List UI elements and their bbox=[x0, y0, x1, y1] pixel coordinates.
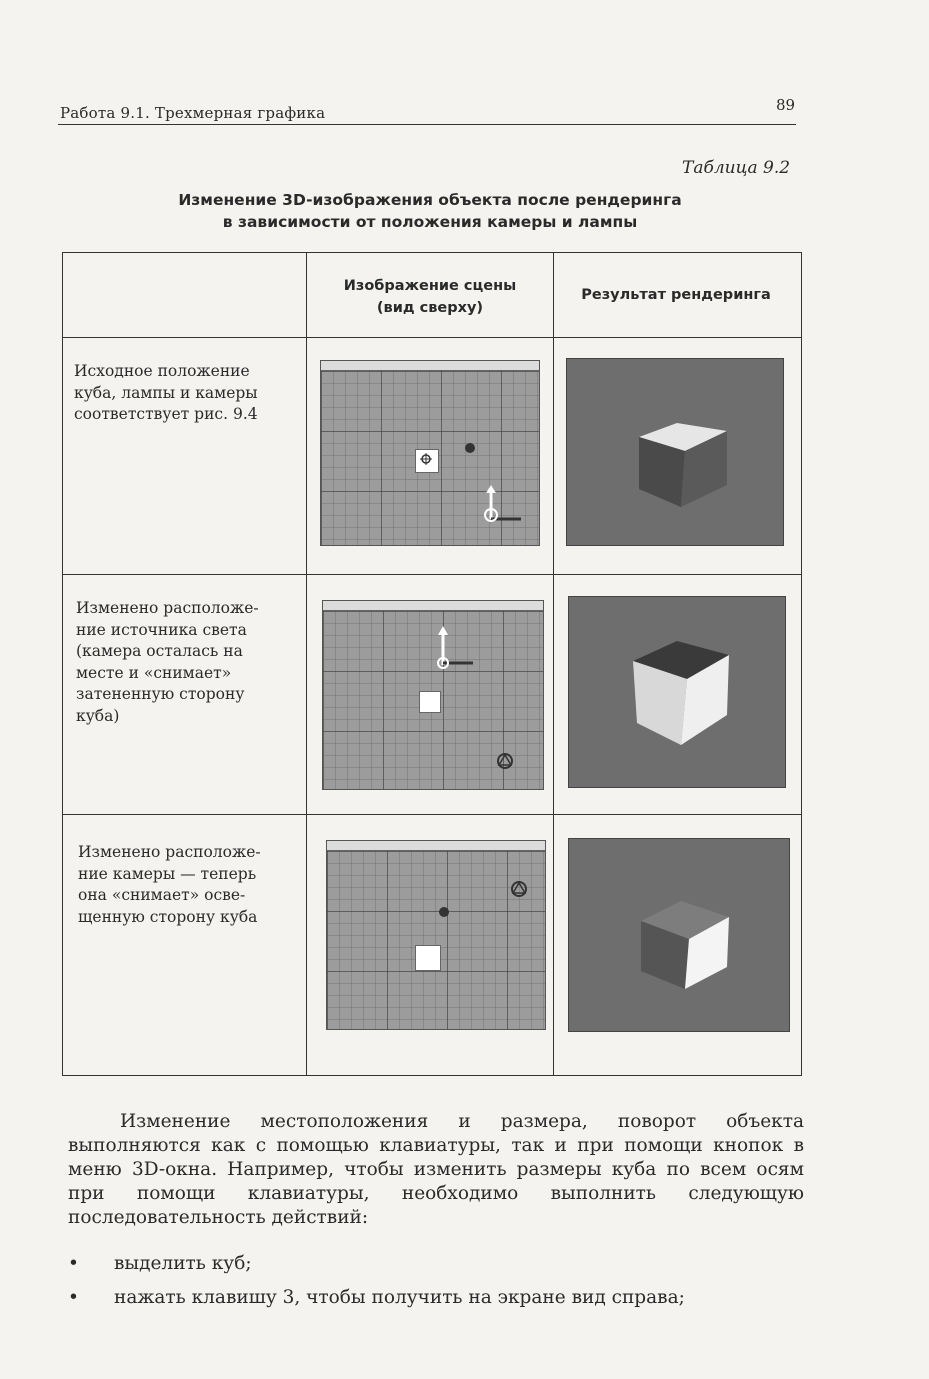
row3-render-image bbox=[568, 838, 790, 1032]
row3-scene-image bbox=[326, 840, 546, 1030]
scene-menubar bbox=[321, 361, 539, 371]
body-paragraph-text: Изменение местоположения и размера, поворот объекта выполняются как с помощью клавиатуры, так и при помощи кнопок в меню 3D-окна. Например, чтобы изменить размеры куба по всем осям при помощи клавиатуры, необходимо выполнить следующую последовательность действий: bbox=[68, 1111, 804, 1228]
cube-top-view bbox=[415, 945, 441, 971]
col-header-render: Результат рендеринга bbox=[581, 287, 771, 303]
table-header-divider bbox=[62, 337, 801, 338]
row2-scene-image bbox=[322, 600, 544, 790]
table-col-divider-1 bbox=[306, 252, 307, 1075]
camera-icon bbox=[509, 879, 529, 899]
bullet-text: выделить куб; bbox=[114, 1253, 252, 1274]
col-header-scene-line1: Изображение сцены bbox=[343, 278, 517, 294]
col-header-scene-line2: (вид сверху) bbox=[376, 300, 484, 316]
running-title: Работа 9.1. Трехмерная графика bbox=[60, 104, 326, 122]
lamp-icon bbox=[437, 905, 451, 919]
header-rule bbox=[58, 124, 796, 125]
row2-description: Изменено расположе- ние источника света (камера осталась на месте и «снимает» затененную сторону куба) bbox=[76, 599, 259, 725]
scene-menubar bbox=[327, 841, 545, 851]
rendered-cube bbox=[567, 359, 783, 545]
camera-icon bbox=[420, 453, 432, 465]
camera-icon bbox=[495, 751, 515, 771]
table-caption-line1: Изменение 3D-изображения объекта после рендеринга bbox=[178, 191, 682, 209]
col-header-scene bbox=[310, 275, 550, 319]
scene-menubar bbox=[323, 601, 543, 611]
cube-top-view bbox=[419, 691, 441, 713]
table-caption-line2: в зависимости от положения камеры и лампы bbox=[222, 213, 638, 231]
axes-gizmo-icon bbox=[479, 485, 529, 529]
rendered-cube bbox=[569, 839, 789, 1031]
page-number: 89 bbox=[776, 96, 796, 114]
rendered-cube bbox=[569, 597, 785, 787]
bullet-text: нажать клавишу 3, чтобы получить на экране вид справа; bbox=[114, 1287, 685, 1308]
table-number: Таблица 9.2 bbox=[682, 158, 791, 178]
row1-description: Исходное положение куба, лампы и камеры соответствует рис. 9.4 bbox=[74, 362, 258, 423]
bullet-icon: • bbox=[68, 1287, 79, 1308]
table-row-divider-2 bbox=[62, 814, 801, 815]
body-paragraph bbox=[68, 1110, 804, 1230]
table-row-divider-1 bbox=[62, 574, 801, 575]
scene-grid bbox=[327, 851, 545, 1029]
row1-scene-image bbox=[320, 360, 540, 546]
table-col-divider-2 bbox=[553, 252, 554, 1075]
table-caption bbox=[100, 189, 760, 233]
row1-render-image bbox=[566, 358, 784, 546]
row3-description: Изменено расположе- ние камеры — теперь она «снимает» осве- щенную сторону куба bbox=[78, 843, 261, 926]
axes-gizmo-icon bbox=[433, 625, 479, 671]
bullet-icon: • bbox=[68, 1253, 79, 1274]
lamp-icon bbox=[463, 441, 477, 455]
row2-render-image bbox=[568, 596, 786, 788]
